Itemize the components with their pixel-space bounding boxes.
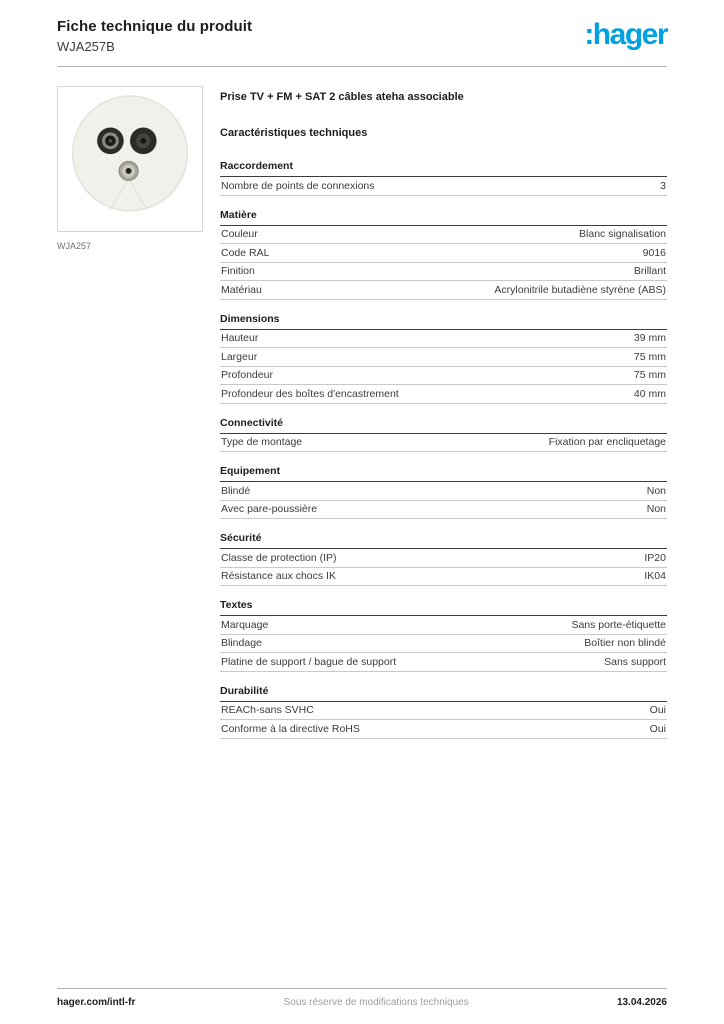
spec-row <box>220 635 667 654</box>
spec-row <box>220 244 667 263</box>
spec-section-title: Raccordement <box>220 160 667 177</box>
spec-row <box>220 549 667 568</box>
spec-row-value: Brillant <box>633 265 666 277</box>
spec-section-title: Textes <box>220 599 667 616</box>
product-image-caption: WJA257 <box>57 241 92 251</box>
spec-section <box>220 313 667 404</box>
spec-row-label: Conforme à la directive RoHS <box>221 722 360 735</box>
spec-row <box>220 501 667 520</box>
spec-row-label: Matériau <box>221 283 262 296</box>
sat-connector-icon <box>119 161 138 180</box>
fm-connector-icon <box>130 128 157 155</box>
spec-row <box>220 616 667 635</box>
spec-row-label: Profondeur des boîtes d'encastrement <box>221 387 399 400</box>
spec-row-value: Fixation par encliquetage <box>548 436 666 448</box>
spec-row-label: Type de montage <box>221 436 303 448</box>
main-content <box>57 86 667 752</box>
spec-row <box>220 482 667 501</box>
footer-date: 13.04.2026 <box>616 997 667 1008</box>
spec-row-label: Classe de protection (IP) <box>221 551 337 564</box>
spec-row-value: 75 mm <box>633 369 666 381</box>
spec-row <box>220 702 667 721</box>
spec-row-value: 39 mm <box>633 332 666 344</box>
doc-header-text <box>57 18 252 54</box>
spec-section <box>220 417 667 453</box>
spec-row-value: Sans porte-étiquette <box>571 618 666 631</box>
product-reference: WJA257B <box>57 39 115 54</box>
spec-row-value: Sans support <box>604 655 666 668</box>
spec-row-value: Acrylonitrile butadiène styrène (ABS) <box>494 283 666 296</box>
spec-row-label: Profondeur <box>221 369 273 381</box>
doc-footer <box>57 988 667 1008</box>
spec-row-value: Non <box>646 503 666 515</box>
product-image <box>60 89 200 229</box>
spec-row-label: Largeur <box>221 350 258 363</box>
spec-section <box>220 685 667 739</box>
footer-website-link[interactable]: hager.com/intl-fr <box>57 997 136 1008</box>
spec-section-title: Durabilité <box>220 685 667 702</box>
spec-row <box>220 434 667 453</box>
spec-row-label: Hauteur <box>221 332 259 344</box>
spec-row-label: Platine de support / bague de support <box>221 655 397 668</box>
spec-row <box>220 177 667 196</box>
spec-row-value: Oui <box>649 722 666 735</box>
spec-row-value: Non <box>646 484 666 497</box>
spec-section-title: Dimensions <box>220 313 667 330</box>
spec-row-label: Code RAL <box>221 246 270 259</box>
spec-sections <box>220 160 667 739</box>
spec-row-label: REACh-sans SVHC <box>221 704 314 716</box>
spec-column <box>220 86 667 752</box>
spec-row <box>220 653 667 672</box>
spec-row <box>220 385 667 404</box>
spec-row-label: Avec pare-poussière <box>221 503 318 515</box>
spec-row <box>220 226 667 245</box>
spec-row <box>220 330 667 349</box>
spec-row-value: 9016 <box>642 246 666 259</box>
spec-row-label: Nombre de points de connexions <box>221 179 375 192</box>
spec-section <box>220 160 667 196</box>
product-image-frame <box>57 86 203 232</box>
spec-row <box>220 281 667 300</box>
spec-section <box>220 465 667 519</box>
spec-row-value: IP20 <box>644 551 666 564</box>
tv-connector-icon <box>97 128 124 155</box>
page-title: Fiche technique du produit <box>57 18 253 35</box>
spec-row-value: Boîtier non blindé <box>584 637 666 649</box>
spec-row-label: Finition <box>221 265 255 277</box>
spec-section <box>220 599 667 672</box>
hager-logo: :hager <box>584 18 667 51</box>
spec-row <box>220 367 667 386</box>
spec-row <box>220 348 667 367</box>
spec-section-title: Matière <box>220 209 667 226</box>
footer-disclaimer: Sous réserve de modifications techniques <box>283 997 469 1008</box>
spec-section <box>220 532 667 586</box>
spec-row-label: Résistance aux chocs IK <box>221 570 336 582</box>
spec-section-title: Equipement <box>220 465 667 482</box>
spec-row-value: 40 mm <box>633 387 666 400</box>
spec-row-value: IK04 <box>644 570 666 582</box>
product-title: Prise TV + FM + SAT 2 câbles ateha associable <box>220 91 464 103</box>
product-image-column <box>57 86 203 752</box>
spec-row-value: 75 mm <box>633 350 666 363</box>
spec-section-title: Sécurité <box>220 532 667 549</box>
spec-row-label: Couleur <box>221 228 258 240</box>
spec-row-label: Blindé <box>221 484 251 497</box>
spec-row-value: Blanc signalisation <box>579 228 666 240</box>
spec-row-label: Blindage <box>221 637 262 649</box>
spec-row-value: Oui <box>649 704 666 716</box>
spec-row-label: Marquage <box>221 618 269 631</box>
spec-row-value: 3 <box>660 179 666 192</box>
spec-section-title: Connectivité <box>220 417 667 434</box>
spec-section <box>220 209 667 300</box>
spec-row <box>220 568 667 587</box>
spec-row <box>220 720 667 739</box>
spec-row <box>220 263 667 282</box>
specs-heading: Caractéristiques techniques <box>220 127 368 139</box>
doc-header <box>57 18 667 67</box>
